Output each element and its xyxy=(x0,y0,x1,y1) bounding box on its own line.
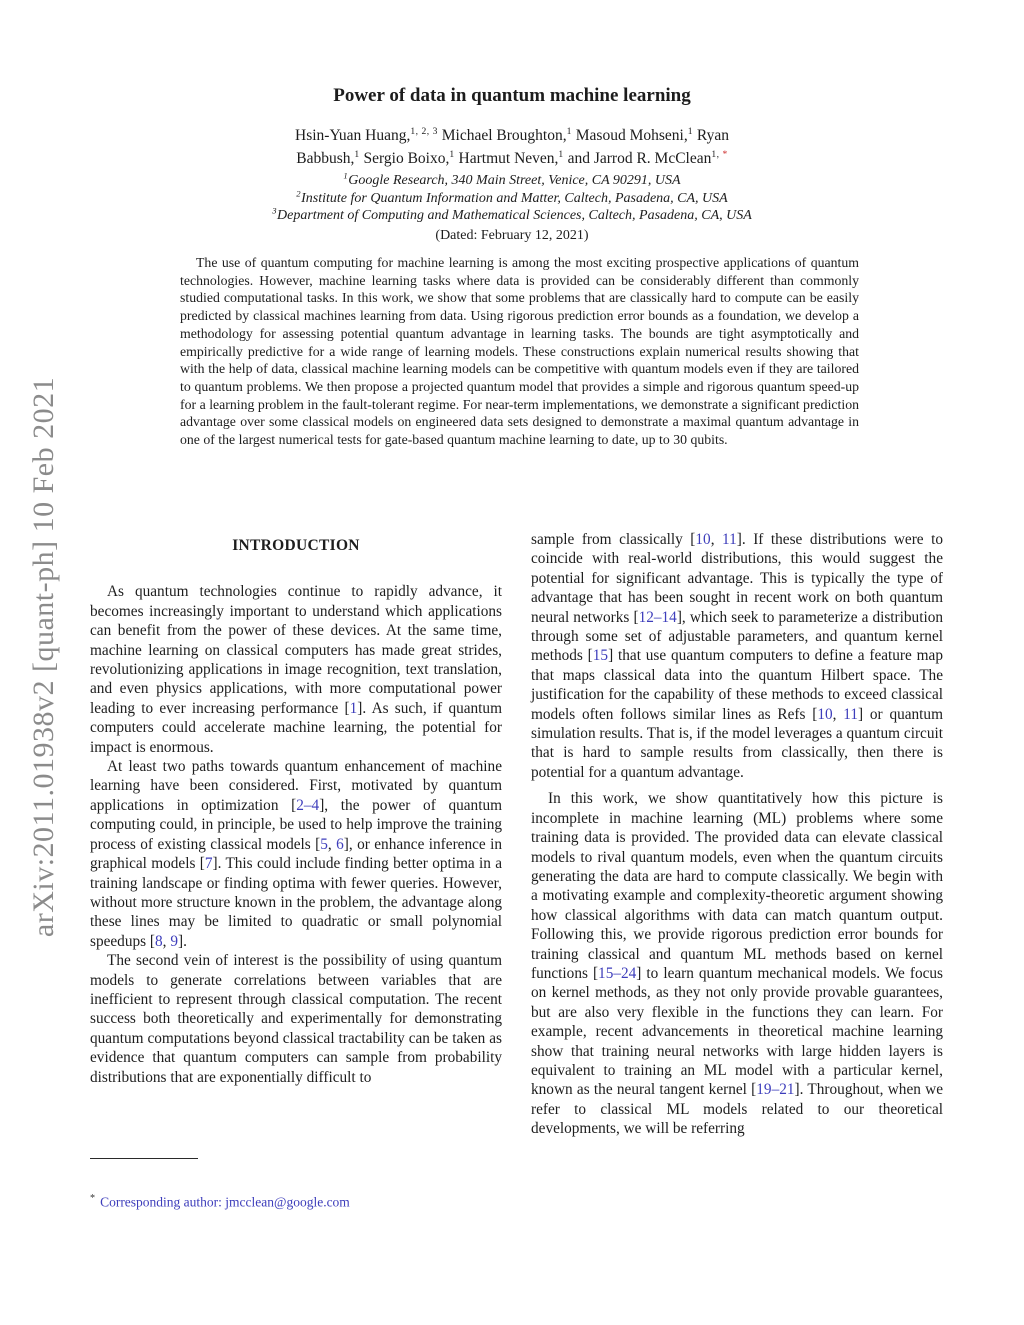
affiliation-1: $^1$Google Research, 340 Main Street, Venice, CA 90291, USA xyxy=(343,170,681,188)
abstract-text: The use of quantum computing for machine learning is among the most exciting prospective applications of quantum technologies. However, machine learning tasks where data is provided can be considerably different than commonly studied computational tasks. In this work, we show that some problems that are classically hard to compute can be easily predicted by classical machines learning from data. Using rigorous prediction error bounds as a foundation, we develop a methodology for assessing potential quantum advantage in learning tasks. The bounds are tight asymptotically and empirically predictive for a wide range of learning models. These constructions explain numerical results showing that with the help of data, classical machine learning models can be competitive with quantum models even if they are tailored to quantum problems. We then propose a projected quantum model that provides a simple and rigorous quantum speed-up for a learning problem in the fault-tolerant regime. For near-term implementations, we demonstrate a significant prediction advantage over some classical models on engineered data sets designed to demonstrate a maximal quantum advantage in one of the largest numerical tests for gate-based quantum machine learning to date, up to 30 qubits. xyxy=(180,255,859,448)
citation-link[interactable]: 6 xyxy=(336,835,344,853)
citation-link[interactable]: 7 xyxy=(204,855,213,873)
citation-link[interactable]: 5 xyxy=(320,835,328,853)
citation-link[interactable]: 8 xyxy=(155,932,163,950)
paragraph-intro-1: As quantum technologies continue to rapidly advance, it becomes increasingly important to understand which applications can benefit from the power of these devices. At the same time, machine learning on classical computers has made great strides, revolutionizing applications in image recognition, text translation, and even physics applications, with more computational power leading to ever increasing performance [1]. As such, if quantum computers could accelerate machine learning, the potential for impact is enormous. xyxy=(90,583,502,756)
corresponding-author-star[interactable]: * xyxy=(722,148,728,160)
author-line-1: Hsin-Yuan Huang,$^{1, 2, 3}$ Michael Broughton,$^1$ Masoud Mohseni,$^1$ Ryan xyxy=(295,125,729,144)
paragraph-intro-2: At least two paths towards quantum enhancement of machine learning have been considered. First, motivated by quantum applications in optimization [2–4], the power of quantum computing could, in principle, be used to help improve the training process of existing classical models [5, 6], or enhance inference in graphical models [7]. This could include finding better optima in a training landscape or finding optima with fewer queries. However, without more structure known in the problem, the advantage along these lines may be limited to quadratic or small polynomial speedups [8, 9]. xyxy=(90,758,503,950)
right-column xyxy=(531,530,943,1139)
affiliation-2: $^2$Institute for Quantum Information and Matter, Caltech, Pasadena, CA, USA xyxy=(296,187,728,206)
citation-link[interactable]: 11 xyxy=(722,531,737,548)
citation-link[interactable]: 11 xyxy=(843,705,859,723)
citation-link[interactable]: 9 xyxy=(170,932,178,950)
citation-link[interactable]: 12–14 xyxy=(638,608,677,626)
paragraph-this-work: In this work, we show quantitatively how this picture is incomplete in machine learning (ML) problems where some training data is provided. The provided data can elevate classical models to rival quantum models, even when the quantum circuits generating the data are hard to compute classically. We begin with a motivating example and complexity-theoretic argument showing how classical algorithms with data can match quantum output. Following this, we provide rigorous prediction error bounds for training classical and quantum ML methods based on kernel functions [15–24] to learn quantum mechanical models. We focus on kernel methods, as they not only provide provable guarantees, but are also very flexible in the functions they can learn. For example, recent advancements in theoretical machine learning show that training neural networks with large hidden layers is equivalent to training an ML model with a particular kernel, known as the neural tangent kernel [19–21]. Throughout, when we refer to classical ML models related to our theoretical developments, we will be referring xyxy=(531,790,943,1138)
dated-line: (Dated: February 12, 2021) xyxy=(435,228,589,243)
paragraph-intro-3: The second vein of interest is the possibility of using quantum models to generate correlations between variables that are inefficient to represent through classical computation. The recent success both theoretically and experimentally for demonstrating quantum computations beyond classical tractability can be taken as evidence that quantum computers can sample from probability distributions that are exponentially difficult to xyxy=(90,952,502,1086)
footnote-rule xyxy=(90,1158,198,1159)
affiliation-3: $^3$Department of Computing and Mathematical Sciences, Caltech, Pasadena, CA, USA xyxy=(272,205,752,223)
citation-link[interactable]: 15–24 xyxy=(598,964,637,982)
citation-link[interactable]: 10 xyxy=(817,705,833,723)
citation-link[interactable]: 15 xyxy=(592,647,609,665)
left-column xyxy=(90,530,502,1087)
footnote-star-marker: * xyxy=(90,1193,96,1204)
author-line-2: Babbush,$^1$ Sergio Boixo,$^1$ Hartmut Neven,$^1$ and Jarrod R. McClean$^{1, *}$ xyxy=(296,148,728,167)
citation-link[interactable]: 1 xyxy=(349,699,358,717)
paragraph-intro-3-continued: sample from classically [10, 11]. If these distributions were to coincide with real-world distributions, this would suggest the potential for significant advantage. This is typically the type of advantage that has been sought in recent work on both quantum neural networks [12–14], which seek to parameterize a distribution through some set of adjustable parameters, and quantum kernel methods [15] that use quantum computers to define a feature map that maps classical data into the quantum Hilbert space. The justification for the capability of these methods to exceed classical models often follows similar lines as Refs [10, 11] or quantum simulation results. That is, if the model leverages a quantum circuit that is hard to sample results from classically, then there is potential for a quantum advantage. xyxy=(531,531,943,781)
affiliation-block xyxy=(0,172,1024,225)
corresponding-author-footnote xyxy=(90,1193,502,1211)
section-heading-introduction: INTRODUCTION xyxy=(232,537,360,554)
citation-link[interactable]: 10 xyxy=(695,531,711,548)
citation-link[interactable]: 19–21 xyxy=(756,1081,795,1099)
paper-title: Power of data in quantum machine learning xyxy=(333,85,691,106)
arxiv-watermark: arXiv:2011.01938v2 [quant-ph] 10 Feb 2021 xyxy=(27,376,60,938)
footnote-email-link[interactable]: Corresponding author: jmcclean@google.com xyxy=(100,1194,350,1210)
author-block xyxy=(0,124,1024,170)
footnote-block xyxy=(90,1158,502,1211)
citation-link[interactable]: 2–4 xyxy=(296,796,320,814)
